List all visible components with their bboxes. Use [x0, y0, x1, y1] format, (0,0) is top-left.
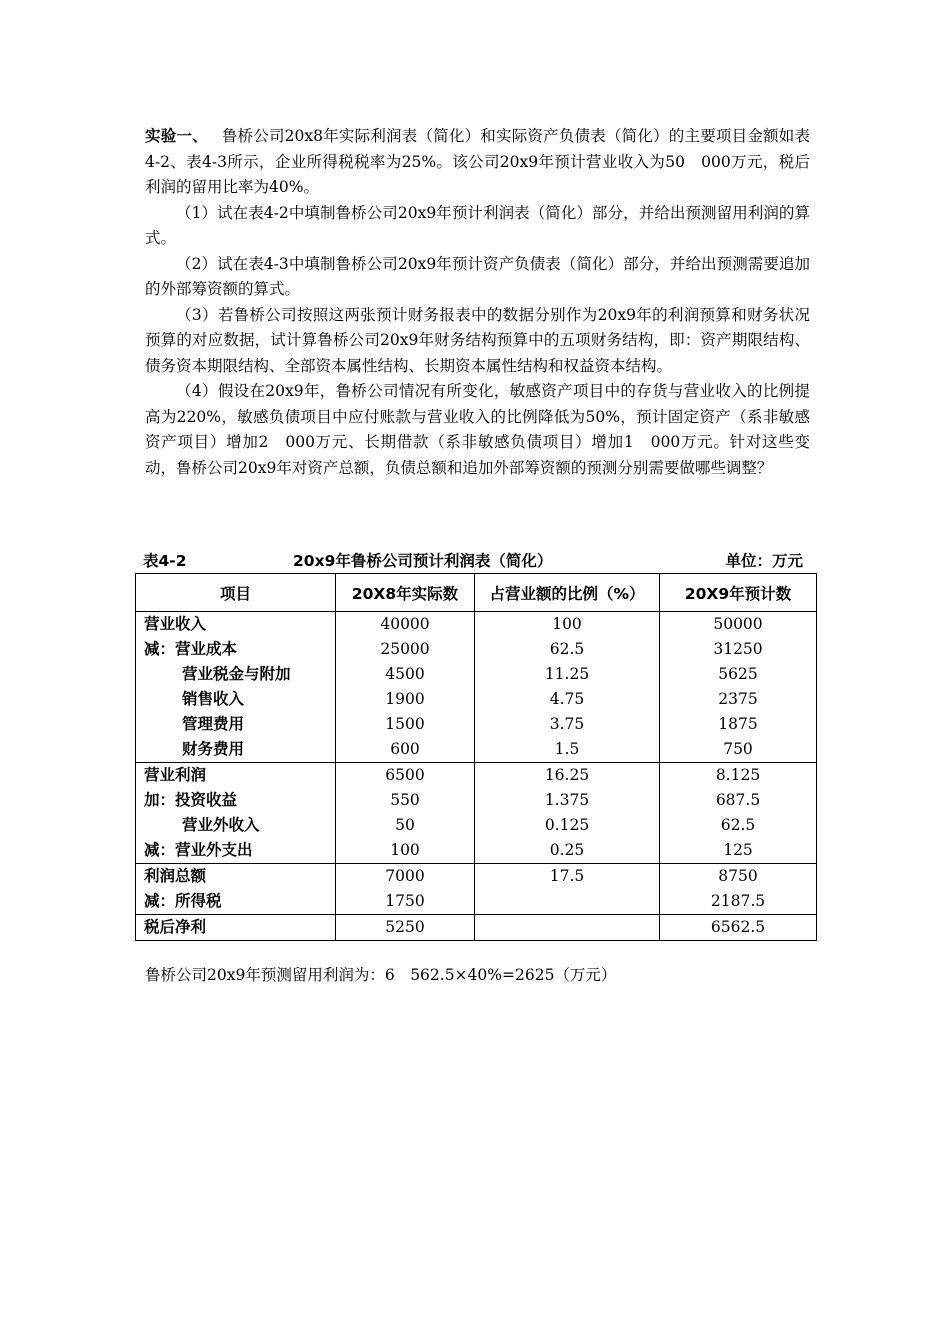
row-ratio: 1.375: [475, 788, 660, 813]
row-forecast: 1875: [660, 712, 817, 737]
row-actual: 550: [336, 788, 475, 813]
question-3: （3）若鲁桥公司按照这两张预计财务报表中的数据分别作为20x9年的利润预算和财务状况预算的对应数据，试计算鲁桥公司20x9年财务结构预算中的五项财务结构，即：资产期限结构、债务资本期限结构、全部资本属性结构、长期资本属性结构和权益资本结构。: [145, 305, 810, 375]
row-ratio: [475, 889, 660, 915]
row-actual: 50: [336, 813, 475, 838]
row-actual: 5250: [336, 915, 475, 941]
row-label: 加：投资收益: [136, 788, 336, 813]
row-forecast: 62.5: [660, 813, 817, 838]
question-4: （4）假设在20x9年，鲁桥公司情况有所变化，敏感资产项目中的存货与营业收入的比例提高为220%，敏感负债项目中应付账款与营业收入的比例降低为50%，预计固定资产（系非敏感资产项目）增加2 000万元、长期借款（系非敏感负债项目）增加1 000万元。针对这些变动，鲁桥公司20x9年对资产总额，负债总额和追加外部筹资额的预测分别需要做哪些调整？: [145, 382, 810, 477]
retained-profit-formula: 鲁桥公司20x9年预测留用利润为：6 562.5×40%=2625（万元）: [145, 966, 617, 984]
row-forecast: 2187.5: [660, 889, 817, 915]
row-actual: 7000: [336, 864, 475, 890]
row-actual: 6500: [336, 763, 475, 789]
exercise-heading: 实验一、: [145, 127, 208, 145]
table-row: [136, 915, 817, 941]
row-forecast: 125: [660, 838, 817, 864]
row-label: 财务费用: [136, 737, 336, 763]
row-actual: 1750: [336, 889, 475, 915]
header-actual: 20X8年实际数: [336, 574, 475, 612]
table-row: [136, 864, 817, 890]
row-ratio: 3.75: [475, 712, 660, 737]
row-actual: 1900: [336, 687, 475, 712]
row-label: 销售收入: [136, 687, 336, 712]
table-header-row: [136, 574, 817, 612]
row-label: 营业税金与附加: [136, 662, 336, 687]
row-forecast: 6562.5: [660, 915, 817, 941]
row-forecast: 8.125: [660, 763, 817, 789]
row-label: 营业收入: [136, 612, 336, 638]
intro-paragraph: [145, 124, 810, 201]
row-forecast: 687.5: [660, 788, 817, 813]
row-actual: 40000: [336, 612, 475, 638]
row-label: 营业外收入: [136, 813, 336, 838]
table-title: 20x9年鲁桥公司预计利润表（简化）: [293, 552, 553, 570]
table-number: 表4-2: [143, 552, 187, 570]
table-caption: [143, 549, 803, 573]
row-actual: 1500: [336, 712, 475, 737]
row-label: 营业利润: [136, 763, 336, 789]
row-ratio: 0.125: [475, 813, 660, 838]
row-ratio: 11.25: [475, 662, 660, 687]
row-actual: 100: [336, 838, 475, 864]
table-row: [136, 737, 817, 763]
row-ratio: 62.5: [475, 637, 660, 662]
row-label: 税后净利: [136, 915, 336, 941]
row-label: 减：营业外支出: [136, 838, 336, 864]
row-label: 利润总额: [136, 864, 336, 890]
row-ratio: 1.5: [475, 737, 660, 763]
row-actual: 4500: [336, 662, 475, 687]
question-1: （1）试在表4-2中填制鲁桥公司20x9年预计利润表（简化）部分，并给出预测留用利润的算式。: [145, 203, 810, 247]
table-row: [136, 662, 817, 687]
row-ratio: 16.25: [475, 763, 660, 789]
table-unit: 单位：万元: [725, 552, 803, 570]
row-forecast: 8750: [660, 864, 817, 890]
row-ratio: 17.5: [475, 864, 660, 890]
header-ratio: 占营业额的比例（%）: [475, 574, 660, 612]
row-label: 减：营业成本: [136, 637, 336, 662]
row-label: 管理费用: [136, 712, 336, 737]
exercise-text: [145, 124, 810, 481]
table-row: [136, 637, 817, 662]
table-row: [136, 838, 817, 864]
table-row: [136, 889, 817, 915]
header-item: 项目: [136, 574, 336, 612]
row-ratio: 4.75: [475, 687, 660, 712]
row-ratio: 100: [475, 612, 660, 638]
question-2: （2）试在表4-3中填制鲁桥公司20x9年预计资产负债表（简化）部分，并给出预测需要追加的外部筹资额的算式。: [145, 254, 810, 298]
table-row: [136, 763, 817, 789]
row-forecast: 750: [660, 737, 817, 763]
row-forecast: 50000: [660, 612, 817, 638]
row-forecast: 5625: [660, 662, 817, 687]
table-row: [136, 813, 817, 838]
table-row: [136, 712, 817, 737]
row-forecast: 31250: [660, 637, 817, 662]
row-actual: 600: [336, 737, 475, 763]
row-forecast: 2375: [660, 687, 817, 712]
table-row: [136, 612, 817, 638]
table-row: [136, 788, 817, 813]
row-label: 减：所得税: [136, 889, 336, 915]
row-ratio: [475, 915, 660, 941]
income-statement-table: [135, 573, 817, 941]
intro-text: 鲁桥公司20x8年实际利润表（简化）和实际资产负债表（简化）的主要项目金额如表4-2、表4-3所示，企业所得税税率为25%。该公司20x9年预计营业收入为50 000万元，税后利润的留用比率为40%。: [145, 127, 810, 196]
table-row: [136, 687, 817, 712]
row-actual: 25000: [336, 637, 475, 662]
row-ratio: 0.25: [475, 838, 660, 864]
header-forecast: 20X9年预计数: [660, 574, 817, 612]
